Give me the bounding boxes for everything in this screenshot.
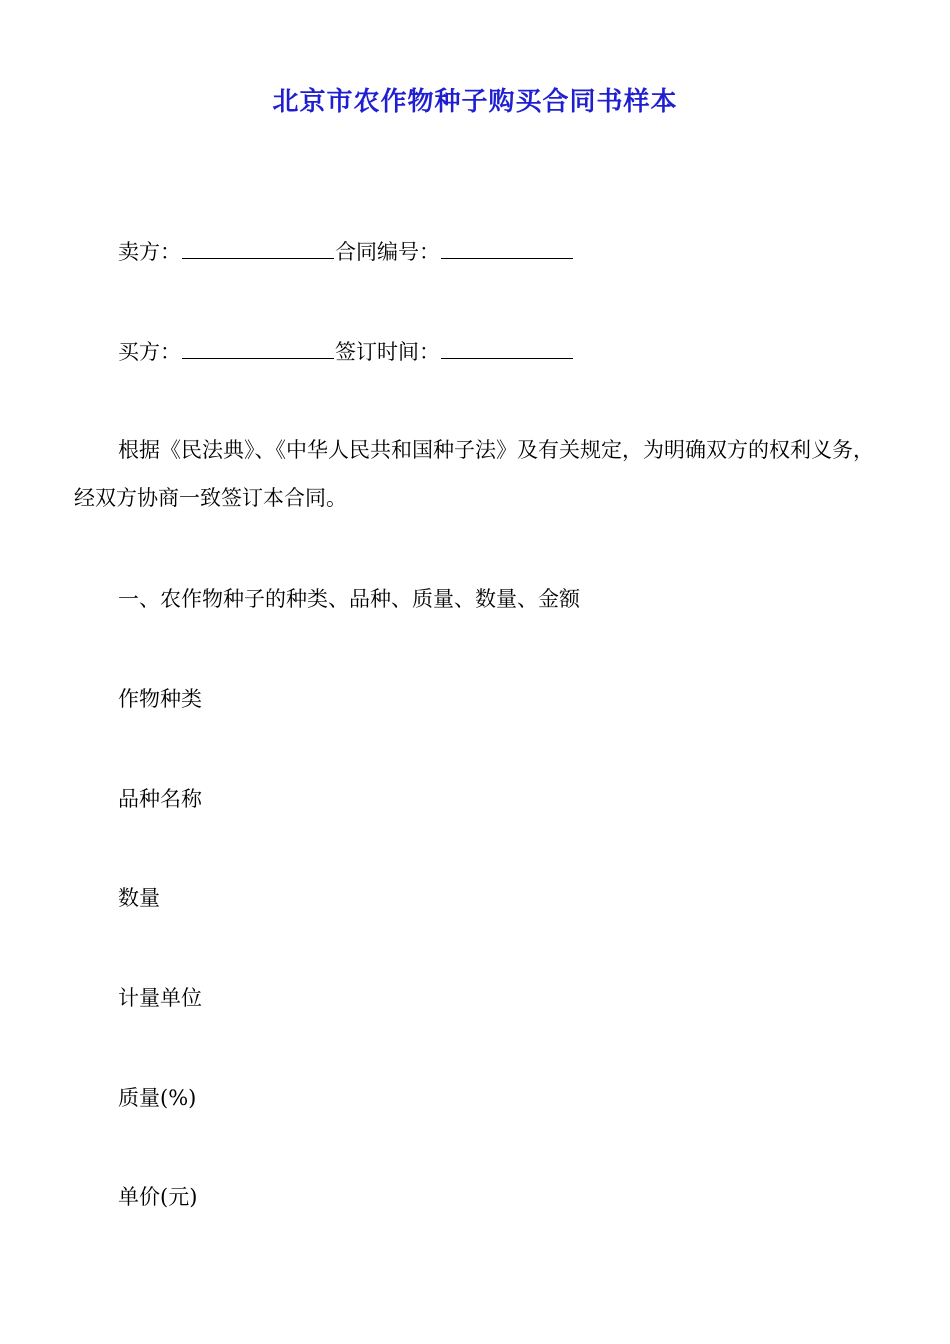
field-unit-price: 单价(元) <box>118 1185 198 1209</box>
buyer-blank[interactable] <box>182 336 334 359</box>
contract-no-blank[interactable] <box>441 236 573 259</box>
field-variety-name: 品种名称 <box>118 787 202 811</box>
buyer-label: 买方： <box>118 340 181 364</box>
buyer-line <box>118 336 574 367</box>
field-crop-type: 作物种类 <box>118 687 202 711</box>
seller-line <box>118 236 574 267</box>
seller-blank[interactable] <box>182 236 334 259</box>
sign-time-blank[interactable] <box>441 336 573 359</box>
section-1-heading: 一、农作物种子的种类、品种、质量、数量、金额 <box>118 587 580 611</box>
intro-paragraph: 根据《民法典》、《中华人民共和国种子法》及有关规定，为明确双方的权利义务，经双方协商一致签订本合同。 <box>74 438 874 510</box>
field-quantity: 数量 <box>118 886 160 910</box>
document-title: 北京市农作物种子购买合同书样本 <box>272 87 678 117</box>
contract-no-label: 合同编号： <box>335 240 440 264</box>
field-unit: 计量单位 <box>118 986 202 1010</box>
sign-time-label: 签订时间： <box>335 340 440 364</box>
field-quality: 质量(%) <box>118 1086 197 1110</box>
seller-label: 卖方： <box>118 240 181 264</box>
